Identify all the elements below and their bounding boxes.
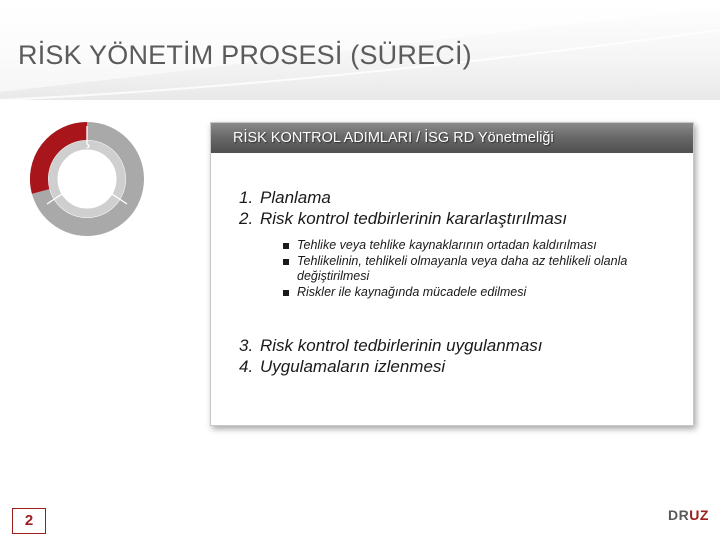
steps-list-bottom xyxy=(239,335,679,377)
bullet-text: Tehlike veya tehlike kaynaklarının ortadan kaldırılması xyxy=(297,238,597,252)
square-bullet-icon xyxy=(283,243,289,249)
step-number: 3. xyxy=(239,336,254,355)
bullet-text: Riskler ile kaynağında mücadele edilmesi xyxy=(297,284,527,299)
square-bullet-icon xyxy=(283,259,289,265)
step-text: Planlama xyxy=(260,188,331,207)
page-title: RİSK YÖNETİM PROSESİ (SÜRECİ) xyxy=(18,40,472,70)
square-bullet-icon xyxy=(283,290,289,296)
logo-part-uz: UZ xyxy=(689,507,709,523)
sub-bullet-list xyxy=(283,238,679,300)
page-number-badge: 2 xyxy=(12,508,46,534)
step-item-4 xyxy=(239,356,679,377)
risk-control-steps-panel xyxy=(210,122,694,426)
step-item-2 xyxy=(239,208,679,229)
brand-logo xyxy=(668,507,709,523)
step-text: Risk kontrol tedbirlerinin uygulanması xyxy=(260,336,543,355)
step-item-3 xyxy=(239,335,679,356)
step-number: 1. xyxy=(239,188,254,207)
list-item xyxy=(283,254,679,285)
steps-list-top xyxy=(239,187,679,300)
logo-part-dr: DR xyxy=(668,507,690,523)
step-number: 4. xyxy=(239,357,254,376)
step-text: Risk kontrol tedbirlerinin kararlaştırılması xyxy=(260,209,568,228)
step-number: 2. xyxy=(239,209,254,228)
list-item xyxy=(283,285,679,301)
step-item-1 xyxy=(239,187,679,208)
list-item xyxy=(283,238,679,254)
progress-ring-diagram xyxy=(28,120,146,238)
step-text: Uygulamaların izlenmesi xyxy=(260,357,446,376)
bullet-text: Tehlikelinin, tehlikeli olmayanla veya daha az tehlikeli olanla değiştirilmesi xyxy=(297,253,628,283)
panel-title: RİSK KONTROL ADIMLARI / İSG RD Yönetmeliği xyxy=(211,123,693,153)
